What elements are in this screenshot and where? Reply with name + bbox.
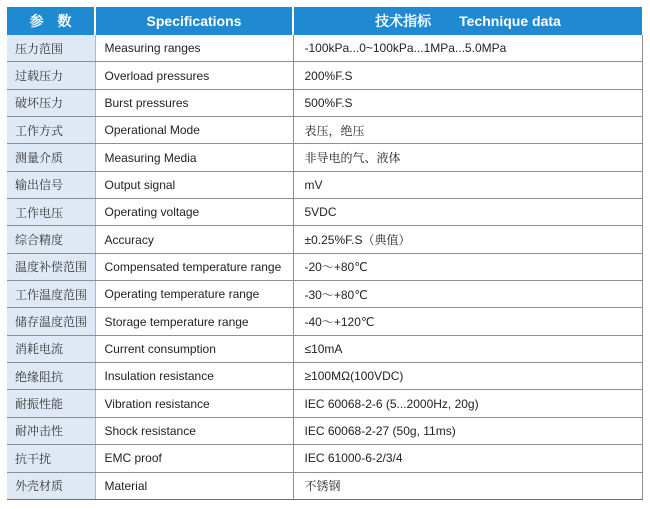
row-label-en: Compensated temperature range <box>95 253 293 280</box>
row-label-zh: 储存温度范围 <box>7 308 95 335</box>
row-label-en: Storage temperature range <box>95 308 293 335</box>
header-technique-data <box>293 7 642 35</box>
row-label-en: Burst pressures <box>95 89 293 116</box>
table-row <box>7 226 642 253</box>
row-label-zh: 工作电压 <box>7 199 95 226</box>
table-row <box>7 144 642 171</box>
row-label-en: EMC proof <box>95 445 293 472</box>
row-value: ≥100MΩ(100VDC) <box>293 363 642 390</box>
table-row <box>7 171 642 198</box>
header-param: 参数 <box>7 7 95 35</box>
row-label-en: Accuracy <box>95 226 293 253</box>
table-row <box>7 117 642 144</box>
table-row <box>7 35 642 62</box>
row-label-en: Insulation resistance <box>95 363 293 390</box>
row-label-zh: 压力范围 <box>7 35 95 62</box>
row-label-zh: 耐振性能 <box>7 390 95 417</box>
row-value: -20～+80℃ <box>293 253 642 280</box>
row-label-en: Overload pressures <box>95 62 293 89</box>
row-value: mV <box>293 171 642 198</box>
row-value: -30～+80℃ <box>293 281 642 308</box>
row-value: IEC 61000-6-2/3/4 <box>293 445 642 472</box>
row-label-zh: 工作方式 <box>7 117 95 144</box>
row-label-en: Current consumption <box>95 335 293 362</box>
header-technique-data-cn: 技术指标 <box>375 13 432 29</box>
row-value: 非导电的气、液体 <box>293 144 642 171</box>
row-label-zh: 工作温度范围 <box>7 281 95 308</box>
row-value: ±0.25%F.S（典值） <box>293 226 642 253</box>
header-specifications: Specifications <box>95 7 293 35</box>
row-label-en: Operating temperature range <box>95 281 293 308</box>
row-label-zh: 抗干扰 <box>7 445 95 472</box>
table-header <box>7 7 642 35</box>
row-value: 200%F.S <box>293 62 642 89</box>
table-row <box>7 390 642 417</box>
row-value: IEC 60068-2-6 (5...2000Hz, 20g) <box>293 390 642 417</box>
row-label-zh: 过载压力 <box>7 62 95 89</box>
row-label-zh: 温度补偿范围 <box>7 253 95 280</box>
table-row <box>7 335 642 362</box>
table-row <box>7 363 642 390</box>
table-row <box>7 308 642 335</box>
table-row <box>7 199 642 226</box>
row-value: 表压，绝压 <box>293 117 642 144</box>
table-row <box>7 62 642 89</box>
table-row <box>7 445 642 472</box>
table-row <box>7 253 642 280</box>
row-label-zh: 综合精度 <box>7 226 95 253</box>
table-row <box>7 472 642 499</box>
row-label-en: Measuring Media <box>95 144 293 171</box>
row-label-en: Vibration resistance <box>95 390 293 417</box>
row-value: 500%F.S <box>293 89 642 116</box>
header-technique-data-en: Technique data <box>459 13 561 29</box>
row-value: 不锈钢 <box>293 472 642 499</box>
row-label-en: Operating voltage <box>95 199 293 226</box>
row-label-zh: 破坏压力 <box>7 89 95 116</box>
row-label-zh: 绝缘阻抗 <box>7 363 95 390</box>
row-label-zh: 外壳材质 <box>7 472 95 499</box>
row-label-en: Material <box>95 472 293 499</box>
row-label-zh: 测量介质 <box>7 144 95 171</box>
row-label-zh: 输出信号 <box>7 171 95 198</box>
row-label-en: Measuring ranges <box>95 35 293 62</box>
row-value: -40～+120℃ <box>293 308 642 335</box>
table-row <box>7 417 642 444</box>
row-value: ≤10mA <box>293 335 642 362</box>
spec-table <box>7 7 643 500</box>
row-label-zh: 消耗电流 <box>7 335 95 362</box>
table-row <box>7 89 642 116</box>
table-row <box>7 281 642 308</box>
table-body <box>7 35 642 499</box>
row-value: -100kPa...0~100kPa...1MPa...5.0MPa <box>293 35 642 62</box>
header-row <box>7 7 642 35</box>
row-label-zh: 耐冲击性 <box>7 417 95 444</box>
row-value: IEC 60068-2-27 (50g, 11ms) <box>293 417 642 444</box>
row-label-en: Shock resistance <box>95 417 293 444</box>
row-label-en: Output signal <box>95 171 293 198</box>
row-value: 5VDC <box>293 199 642 226</box>
row-label-en: Operational Mode <box>95 117 293 144</box>
